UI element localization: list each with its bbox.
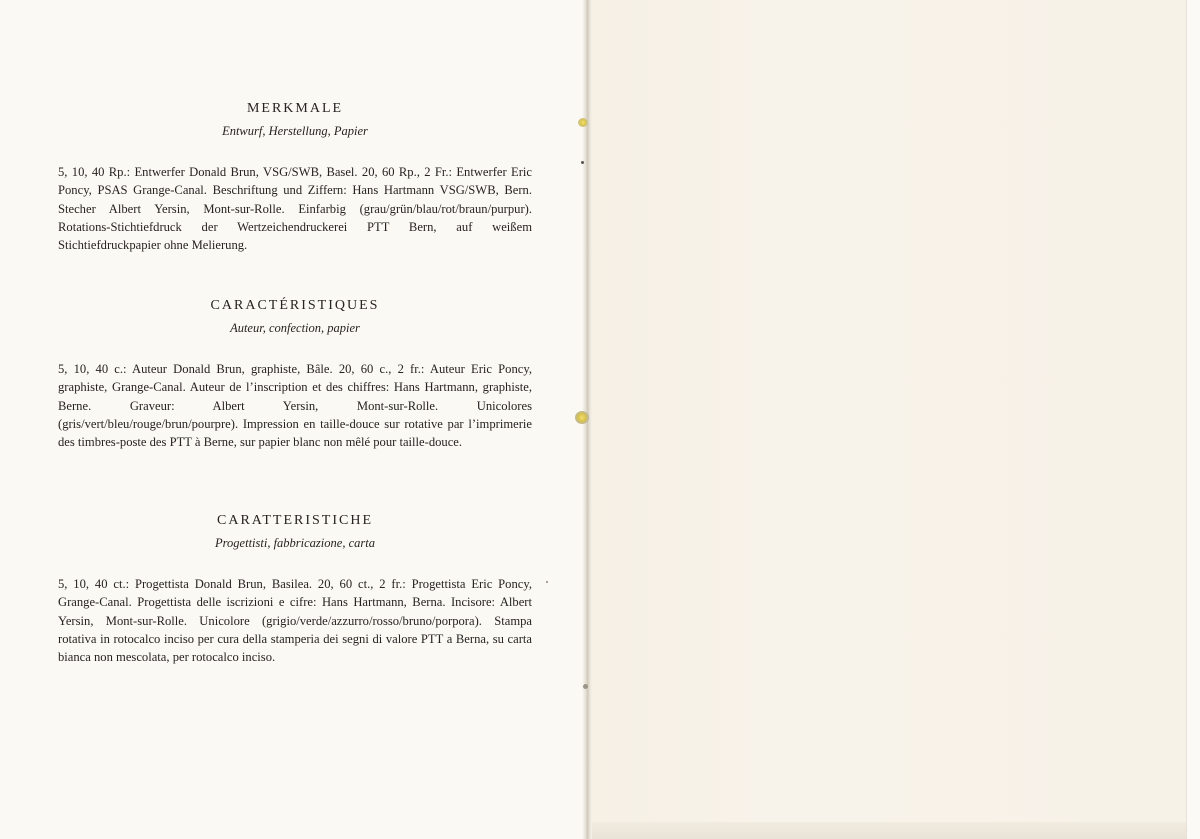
section-body: 5, 10, 40 Rp.: Entwerfer Donald Brun, VSG/SWB, Basel. 20, 60 Rp., 2 Fr.: Entwerfer Eric Poncy, PSAS Grange-Canal. Beschriftung und Ziffern: Hans Hartmann VSG/SWB, Bern. Stecher Albert Yersin, Mont-sur-Rolle. Einfarbig (grau/grün/blau/rot/braun/purpur). Rotations-Stichtiefdruck der Wertzeichendruckerei PTT Bern, auf weißem Stichtiefdruckpapier ohne Melierung. xyxy=(58,165,532,253)
left-page xyxy=(0,0,586,839)
page-right-edge xyxy=(1186,0,1200,839)
section-merkmale xyxy=(58,100,532,254)
section-body: 5, 10, 40 ct.: Progettista Donald Brun, Basilea. 20, 60 ct., 2 fr.: Progettista Eric Poncy, Grange-Canal. Progettista delle iscrizioni e cifre: Hans Hartmann, Berna. Incisore: Albert Yersin, Mont-sur-Rolle. Unicolore (grigio/verde/azzurro/rosso/bruno/porpora). Stampa rotativa in rotocalco inciso per cura della stamperia dei segni di valore PTT a Berna, su carta bianca non mescolata, per rotocalco inciso. xyxy=(58,577,532,665)
section-subheading: Entwurf, Herstellung, Papier xyxy=(222,124,368,138)
section-subheading: Auteur, confection, papier xyxy=(230,321,360,335)
binding-staple-mark xyxy=(575,411,589,424)
dust-speck xyxy=(581,161,584,164)
section-caracteristiques xyxy=(58,297,532,451)
section-heading: CARATTERISTICHE xyxy=(217,513,373,528)
section-subheading: Progettisti, fabbricazione, carta xyxy=(215,536,375,550)
dust-speck xyxy=(546,581,548,583)
section-body: 5, 10, 40 c.: Auteur Donald Brun, graphiste, Bâle. 20, 60 c., 2 fr.: Auteur Eric Poncy, graphiste, Grange-Canal. Auteur de l’inscription et des chiffres: Hans Hartmann, graphiste, Berne. Graveur: Albert Yersin, Mont-sur-Rolle. Unicolores (gris/vert/bleu/rouge/brun/pourpre). Impression en taille-douce sur rotative par l’imprimerie des timbres-poste des PTT à Berne, sur papier blanc non mêlé pour taille-douce. xyxy=(58,362,532,450)
section-caratteristiche xyxy=(58,512,532,666)
right-page-blank xyxy=(592,0,1188,839)
binding-staple-mark xyxy=(583,684,588,689)
binding-staple-mark xyxy=(578,118,588,127)
page-bottom-edge xyxy=(592,822,1188,839)
section-heading: CARACTÉRISTIQUES xyxy=(210,298,380,313)
section-heading: MERKMALE xyxy=(246,101,344,116)
